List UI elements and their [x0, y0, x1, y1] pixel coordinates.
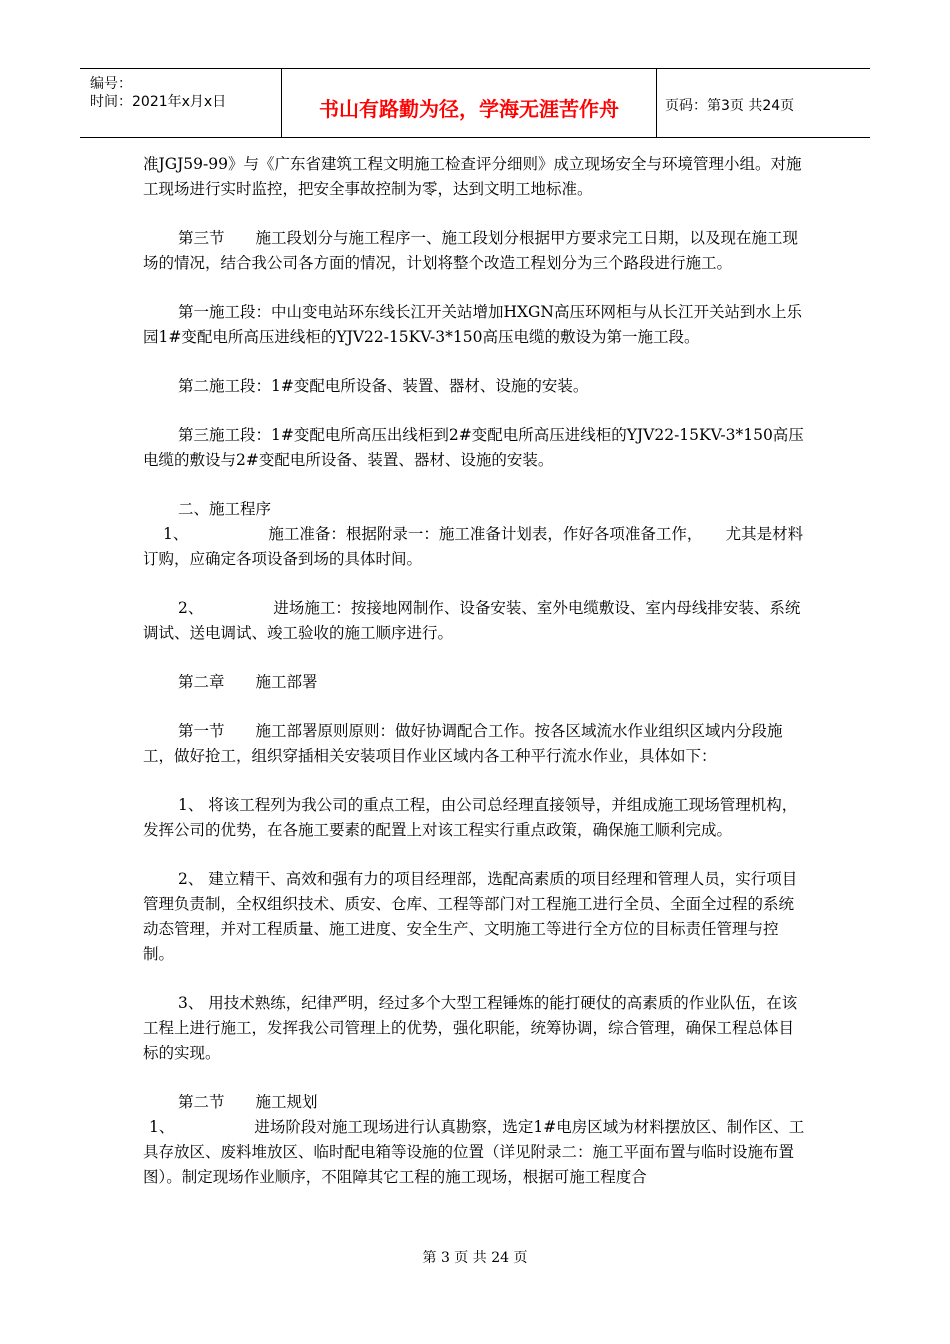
motto-text: 书山有路勤为径，学海无涯苦作舟 — [319, 97, 619, 121]
list-item — [143, 522, 808, 572]
page-footer: 第 3 页 共 24 页 — [422, 1250, 528, 1266]
section-heading-paragraph: 第三节 施工段划分与施工程序一、施工段划分根据甲方要求完工日期，以及现在施工现场的情况，结合我公司各方面的情况，计划将整个改造工程划分为三个路段进行施工。 — [143, 229, 799, 272]
list-number: 1、 — [149, 1118, 175, 1136]
paragraph: 准JGJ59-99》与《广东省建筑工程文明施工检查评分细则》成立现场安全与环境管理小组。对施工现场进行实时监控，把安全事故控制为零，达到文明工地标准。 — [143, 155, 802, 198]
document-date: 时间：2021年x月x日 — [90, 94, 227, 110]
list-item — [143, 596, 808, 646]
list-item — [143, 1115, 808, 1190]
section-heading: 第二节 施工规划 — [178, 1093, 318, 1111]
document-number-label: 编号： — [90, 76, 132, 92]
page-header — [80, 68, 870, 138]
header-motto-cell — [282, 69, 657, 137]
list-item-text: 进场阶段对施工现场进行认真勘察，选定1#电房区域为材料摆放区、制作区、工具存放区、废料堆放区、临时配电箱等设施的位置（详见附录二：施工平面布置与临时设施布置图）。制定现场作业顺序，不阻障其它工程的施工现场，根据可施工程度合 — [143, 1118, 805, 1186]
subheading: 二、施工程序 — [178, 500, 272, 518]
list-number: 2、 — [178, 599, 204, 617]
paragraph: 第一施工段：中山变电站环东线长江开关站增加HXGN高压环网柜与从长江开关站到水上乐园1#变配电所高压进线柜的YJV22-15KV-3*150高压电缆的敷设为第一施工段。 — [143, 303, 802, 346]
chapter-heading: 第二章 施工部署 — [178, 673, 318, 691]
section-heading-paragraph: 第一节 施工部署原则原则：做好协调配合工作。按各区域流水作业组织区域内分段施工，做好抢工，组织穿插相关安装项目作业区域内各工种平行流水作业，具体如下： — [143, 722, 783, 765]
list-item-text: 进场施工：按接地网制作、设备安装、室外电缆敷设、室内母线排安装、系统调试、送电调试、竣工验收的施工顺序进行。 — [143, 599, 801, 642]
header-page-cell — [657, 69, 870, 137]
paragraph: 3、 用技术熟练，纪律严明，经过多个大型工程锤炼的能打硬仗的高素质的作业队伍，在该工程上进行施工，发挥我公司管理上的优势，强化职能，统筹协调，综合管理，确保工程总体目标的实现。 — [143, 994, 798, 1062]
paragraph: 第二施工段：1#变配电所设备、装置、器材、设施的安装。 — [178, 377, 589, 395]
paragraph: 1、 将该工程列为我公司的重点工程，由公司总经理直接领导，并组成施工现场管理机构，发挥公司的优势，在各施工要素的配置上对该工程实行重点政策，确保施工顺利完成。 — [143, 796, 798, 839]
document-body — [143, 152, 808, 1190]
paragraph: 第三施工段：1#变配电所高压出线柜到2#变配电所高压进线柜的YJV22-15KV-3*150高压电缆的敷设与2#变配电所设备、装置、器材、设施的安装。 — [143, 426, 804, 469]
list-number: 1、 — [163, 525, 189, 543]
paragraph: 2、 建立精干、高效和强有力的项目经理部，选配高素质的项目经理和管理人员，实行项目管理负责制，全权组织技术、质安、仓库、工程等部门对工程施工进行全员、全面全过程的系统动态管理，并对工程质量、施工进度、安全生产、文明施工等进行全方位的目标责任管理与控制。 — [143, 870, 798, 963]
header-page-number: 页码：第3页 共24页 — [665, 98, 795, 114]
header-info-cell — [80, 69, 282, 137]
list-item-text: 施工准备：根据附录一：施工准备计划表，作好各项准备工作， 尤其是材料订购，应确定各项设备到场的具体时间。 — [143, 525, 804, 568]
